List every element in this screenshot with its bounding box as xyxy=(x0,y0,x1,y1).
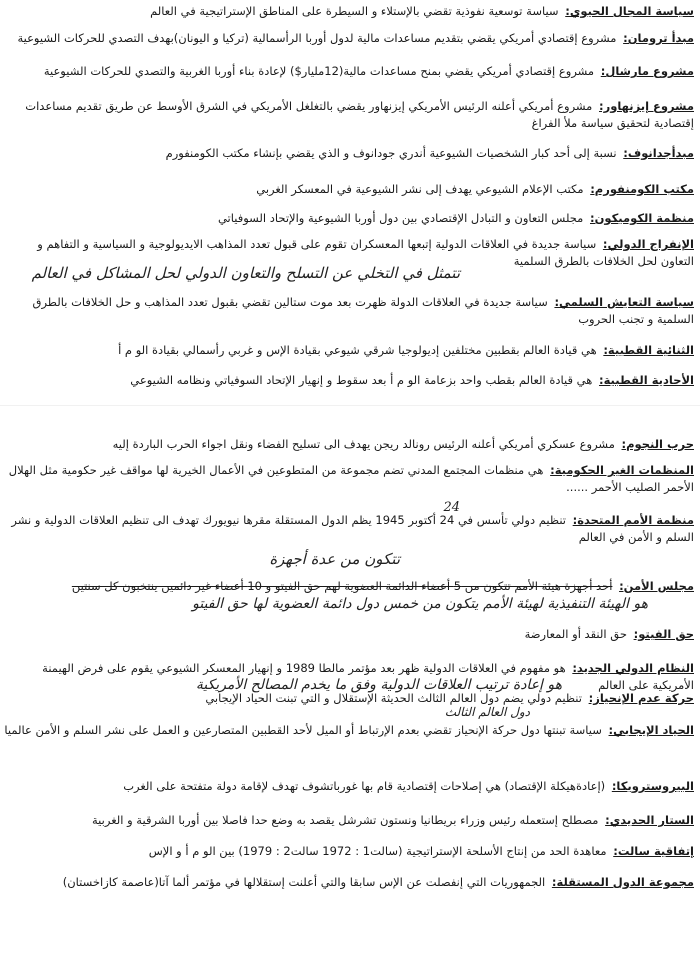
definition-entry xyxy=(4,874,694,891)
handwritten-note: تتمثل في التخلي عن التسلح والتعاون الدولي لحل المشاكل في العالم xyxy=(31,264,460,282)
term-definition: الجمهوريات التي إنفصلت عن الإس سابقا والتي أعلنت إستقلالها في مؤتمر ألما آتا(عاصمة كازاخستان) xyxy=(62,875,546,889)
handwritten-note: هو الهيئة التنفيذية لهيئة الأمم يتكون من خمس دول دائمة العضوية لها حق الفيتو xyxy=(192,596,648,612)
definition-entry xyxy=(4,690,694,707)
handwritten-note: تتكون من عدة أجهزة xyxy=(269,550,400,568)
term-label: حركة عدم الإنحياز: xyxy=(588,691,694,705)
term-definition: سياسة تبنتها دول حركة الإنحياز تقضي بعدم الإرتباط أو الميل لأحد القطبين المتصارعين و العمل على نشر السلم و الأمن عالميا xyxy=(4,723,602,737)
term-label: حق الفيتو: xyxy=(633,627,694,641)
term-definition: تنظيم دولي تأسس في 24 أكتوبر 1945 يظم الدول المستقلة مقرها نيويورك تهدف الى تنظيم العلاقات الدولية و نشر السلم و الأمن في العالم xyxy=(11,513,694,544)
term-definition: مشروع إقتصادي أمريكي يقضي بتقديم مساعدات مالية لدول أوربا الرأسمالية (تركيا و اليونان)بهدف التصدي للحركات الشيوعية xyxy=(17,31,617,45)
term-label: الحياد الإيجابي: xyxy=(608,723,694,737)
definition-entry xyxy=(4,63,694,80)
term-definition: مشروع إقتصادي أمريكي يقضي بمنح مساعدات مالية(12مليار$) لإعادة بناء أوربا الغربية والتصدي للحركات الشيوعية xyxy=(43,64,595,78)
term-label: سياسة التعايش السلمي: xyxy=(554,295,694,309)
definition-entry xyxy=(4,30,694,47)
term-definition: هي قيادة العالم بقطب واحد بزعامة الو م أ بعد سقوط و إنهيار الإتحاد السوفياتي ونظامه الشيوعي xyxy=(130,373,593,387)
term-label: الأحادية القطبية: xyxy=(598,373,694,387)
term-definition: هي منظمات المجتمع المدني تضم مجموعة من المتطوعين في الأعمال الخيرية لها مواقف غير حكومية مثل الهلال الأحمر الصليب الأحمر ...... xyxy=(8,463,694,494)
term-definition: نسبة إلى أحد كبار الشخصيات الشيوعية أندري جودانوف و الذي يقضي بإنشاء مكتب الكومنفورم xyxy=(165,146,617,160)
term-definition: معاهدة الحد من إنتاج الأسلحة الإستراتيجية (سالت1 : 1972 سالت2 : 1979) بين الو م أ و الإس xyxy=(148,844,607,858)
term-definition: مجلس التعاون و التبادل الإقتصادي بين دول أوربا الشيوعية والإتحاد السوفياتي xyxy=(217,211,584,225)
term-label: الإنفراج الدولي: xyxy=(602,237,694,251)
handwritten-note: هو إعادة ترتيب العلاقات الدولية وفق ما يخدم المصالح الأمريكية xyxy=(195,677,562,693)
term-definition: (إعادةهيكلة الإقتصاد) هي إصلاحات إقتصادية قام بها غورباتشوف تهدف لإقامة دولة متفتحة على الغرب xyxy=(123,779,606,793)
definition-entry xyxy=(4,294,694,328)
definition-entry xyxy=(4,98,694,132)
definition-entry xyxy=(4,210,694,227)
term-definition: مصطلح إستعمله رئيس وزراء بريطانيا ونستون تشرشل يقصد به وضع حدا فاصلا بين أوربا الشرقية و الغربية xyxy=(92,813,599,827)
definition-entry xyxy=(4,512,694,546)
term-label: سياسة المجال الحيوي: xyxy=(565,4,694,18)
term-definition: حق النقد أو المعارضة xyxy=(524,627,627,641)
term-label: إتفاقية سالت: xyxy=(613,844,694,858)
definition-entry xyxy=(4,372,694,389)
handwritten-number: 24 xyxy=(443,500,460,515)
term-definition: سياسة توسعية نفوذية تقضي بالإستلاء و السيطرة على المناطق الإستراتيجية في العالم xyxy=(150,4,559,18)
term-label: منظمة الكوميكون: xyxy=(590,211,694,225)
definition-entry xyxy=(4,778,694,795)
term-label: الثنائية القطبية: xyxy=(603,343,694,357)
term-label: مكتب الكومنفورم: xyxy=(590,182,694,196)
definition-entry xyxy=(4,145,694,162)
term-definition: هي قيادة العالم بقطبين مختلفين إديولوجيا شرقي شيوعي بقيادة الإس و غربي رأسمالي بقيادة الو م أ xyxy=(118,343,597,357)
definition-entry xyxy=(4,626,694,643)
term-definition: مكتب الإعلام الشيوعي يهدف إلى نشر الشيوعية في المعسكر الغربي xyxy=(256,182,584,196)
definition-entry xyxy=(4,462,694,496)
definition-entry xyxy=(4,181,694,198)
term-label: مجلس الأمن: xyxy=(619,579,694,593)
term-label: مشروع مارشال: xyxy=(600,64,694,78)
term-label: حرب النجوم: xyxy=(621,437,694,451)
definition-entry xyxy=(4,812,694,829)
term-label: منظمة الأمم المتحدة: xyxy=(572,513,694,527)
definition-entry xyxy=(4,722,694,739)
definition-entry xyxy=(4,843,694,860)
definition-entry xyxy=(4,578,694,595)
term-label: مشروع إيزنهاور: xyxy=(599,99,694,113)
term-label: البيروسترويكا: xyxy=(611,779,694,793)
term-definition: أحد أجهزة هيئة الأمم تتكون من 5 أعضاء الدائمة العضوية لهم حق الفيتو و 10 أعضاء غير دائمين ينتخبون كل سنتين xyxy=(71,579,613,593)
term-label: النظام الدولي الجديد: xyxy=(572,661,694,675)
term-definition: هو مفهوم في العلاقات الدولية ظهر بعد مؤتمر مالطا 1989 و إنهيار المعسكر الشيوعي يقوم على فرض الهيمنة الأمريكية على العالم xyxy=(42,661,694,692)
term-label: مبدأ ترومان: xyxy=(623,31,694,45)
term-label: مبدأجدانوف: xyxy=(623,146,694,160)
term-label: المنظمات الغير الحكومية: xyxy=(550,463,694,477)
term-definition: سياسة جديدة في العلاقات الدولة ظهرت بعد موت ستالين تقضي بقبول تعدد المذاهب و حل الخلافات بالطرق السلمية و تجنب الحروب xyxy=(32,295,694,326)
definition-entry xyxy=(4,3,694,20)
term-definition: مشروع عسكري أمريكي أعلنه الرئيس رونالد ريجن يهدف الى تسليح الفضاء ونقل اجواء الحرب الباردة إليه xyxy=(112,437,615,451)
term-definition: تنظيم دولي يضم دول العالم الثالث الحديثة الإستقلال و التي تبنت الحياد الإيجابي xyxy=(205,691,582,705)
definition-entry xyxy=(4,342,694,359)
definition-entry xyxy=(4,436,694,453)
term-label: مجموعة الدول المستقلة: xyxy=(551,875,694,889)
term-definition: مشروع أمريكي أعلنه الرئيس الأمريكي إيزنهاور يقضي بالتغلغل الأمريكي في الشرق الأوسط عن طريق تقديم مساعدات إقتصادية لتحقيق سياسة ملأ الفراغ xyxy=(25,99,694,130)
page-break xyxy=(0,405,700,406)
term-definition: سياسة جديدة في العلاقات الدولية إتبعها المعسكران تقوم على قبول تعدد المذاهب الايديولوجية و السياسية و التفاهم و التعاون لحل الخلافات بالطرق السلمية xyxy=(37,237,694,268)
term-label: الستار الحديدي: xyxy=(605,813,694,827)
handwritten-note: دول العالم الثالث xyxy=(444,705,530,719)
